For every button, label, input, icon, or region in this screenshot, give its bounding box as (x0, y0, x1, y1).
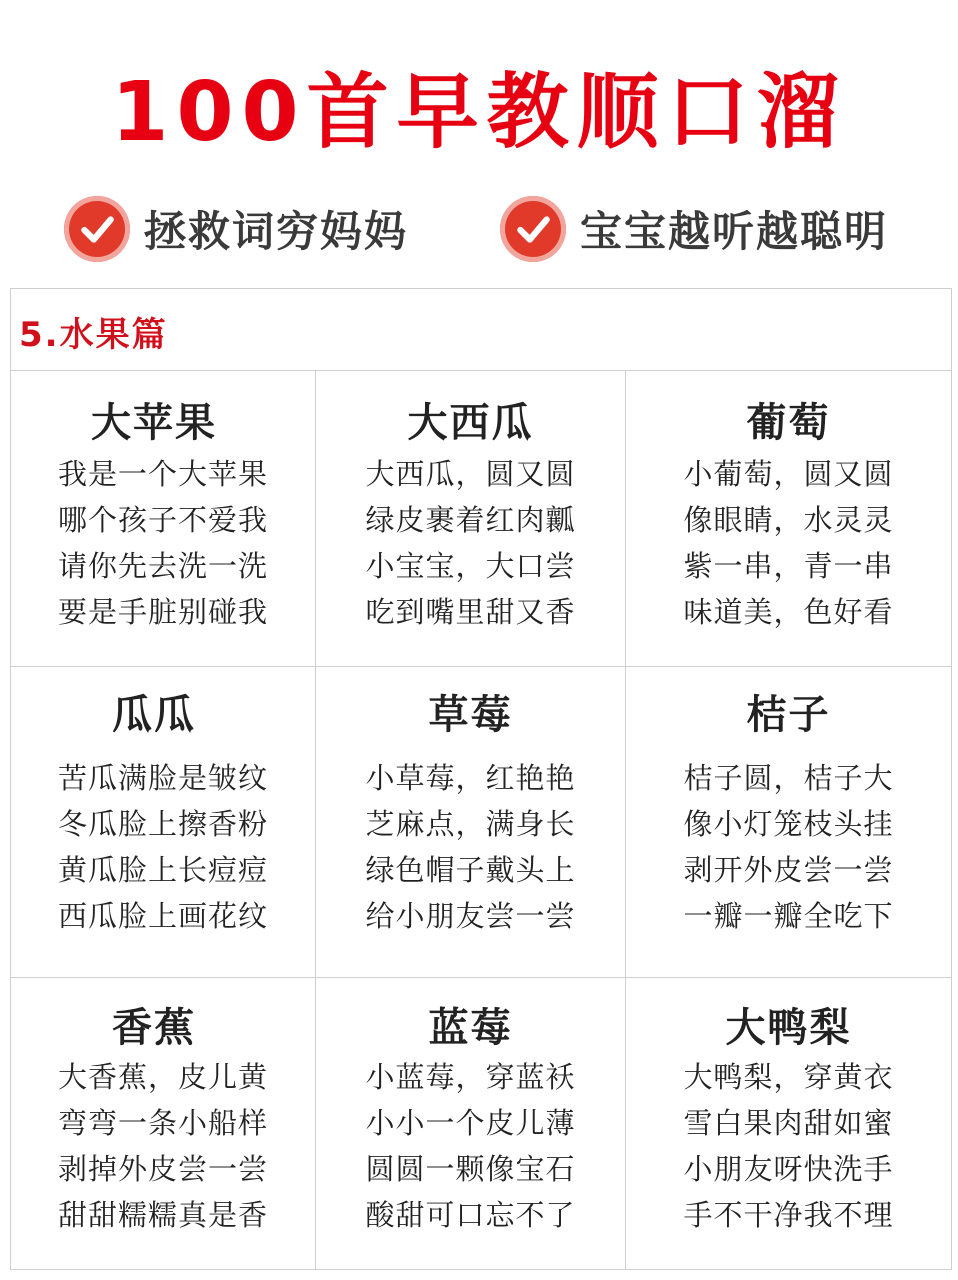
check-icon (64, 196, 130, 262)
poem-line: 小草莓，红艳艳 (365, 761, 576, 795)
badge-smarter-baby (500, 196, 888, 262)
poem-line: 酸甜可口忘不了 (365, 1198, 576, 1232)
poem-card (316, 371, 626, 667)
poem-title: 蓝莓 (428, 1005, 513, 1051)
poem-line: 哪个孩子不爱我 (57, 503, 268, 537)
poem-card (11, 667, 316, 978)
poem-lines (626, 451, 951, 635)
poem-card (626, 371, 951, 667)
poem-line: 大香蕉，皮儿黄 (57, 1060, 268, 1094)
poem-line: 请你先去洗一洗 (57, 549, 268, 583)
poem-lines (626, 755, 951, 939)
poem-line: 雪白果肉甜如蜜 (683, 1106, 894, 1140)
poem-line: 绿色帽子戴头上 (365, 853, 576, 887)
section-title: 5.水果篇 (19, 315, 168, 355)
poem-lines (316, 755, 625, 939)
poem-line: 手不干净我不理 (683, 1198, 894, 1232)
poem-card (316, 667, 626, 978)
poem-line: 大西瓜，圆又圆 (365, 457, 576, 491)
poem-line: 西瓜脸上画花纹 (57, 899, 268, 933)
poem-title: 香蕉 (112, 1005, 196, 1051)
poem-title: 瓜瓜 (112, 692, 196, 738)
poem-title: 桔子 (746, 692, 831, 738)
poem-lines (11, 451, 315, 635)
poem-line: 像小灯笼枝头挂 (683, 807, 894, 841)
poem-lines (316, 1054, 625, 1238)
poem-line: 甜甜糯糯真是香 (57, 1198, 268, 1232)
poem-line: 给小朋友尝一尝 (365, 899, 576, 933)
poem-lines (11, 1054, 315, 1238)
poem-line: 像眼睛，水灵灵 (683, 503, 894, 537)
poem-card (626, 978, 951, 1269)
poem-line: 桔子圆，桔子大 (683, 761, 894, 795)
poem-card (626, 667, 951, 978)
badge-text: 拯救词穷妈妈 (144, 207, 409, 256)
poem-grid (11, 371, 951, 1269)
poem-line: 味道美，色好看 (683, 595, 894, 629)
poem-line: 小朋友呀快洗手 (683, 1152, 894, 1186)
poem-line: 小葡萄，圆又圆 (683, 457, 894, 491)
poem-line: 紫一串，青一串 (683, 549, 894, 583)
poem-line: 小宝宝，大口尝 (365, 549, 576, 583)
poem-card (316, 978, 626, 1269)
poem-line: 一瓣一瓣全吃下 (683, 899, 894, 933)
poem-line: 我是一个大苹果 (57, 457, 268, 491)
poem-lines (11, 755, 315, 939)
poem-title: 大西瓜 (407, 400, 534, 446)
poem-lines (316, 451, 625, 635)
poem-line: 吃到嘴里甜又香 (365, 595, 576, 629)
poem-line: 黄瓜脸上长痘痘 (57, 853, 268, 887)
section-header (11, 289, 951, 371)
poem-line: 小蓝莓，穿蓝袄 (365, 1060, 576, 1094)
poem-line: 苦瓜满脸是皱纹 (57, 761, 268, 795)
poem-line: 剥开外皮尝一尝 (683, 853, 894, 887)
poem-line: 剥掉外皮尝一尝 (57, 1152, 268, 1186)
poem-title: 草莓 (428, 692, 513, 738)
poem-line: 大鸭梨，穿黄衣 (683, 1060, 894, 1094)
poem-title: 大苹果 (91, 400, 217, 446)
poem-title: 大鸭梨 (725, 1005, 852, 1051)
page-title: 100首早教顺口溜 (111, 65, 847, 160)
badge-rescue-moms (64, 196, 408, 262)
badge-text: 宝宝越听越聪明 (580, 207, 889, 256)
badge-row (0, 196, 958, 276)
poem-title: 葡萄 (746, 400, 831, 446)
poem-line: 小小一个皮儿薄 (365, 1106, 576, 1140)
check-icon (500, 196, 566, 262)
poem-card (11, 978, 316, 1269)
poem-lines (626, 1054, 951, 1238)
poem-panel (10, 288, 952, 1270)
poem-line: 要是手脏别碰我 (57, 595, 268, 629)
poem-line: 弯弯一条小船样 (57, 1106, 268, 1140)
poem-line: 绿皮裹着红肉瓤 (365, 503, 576, 537)
poem-line: 圆圆一颗像宝石 (365, 1152, 576, 1186)
poem-card (11, 371, 316, 667)
poem-line: 芝麻点，满身长 (365, 807, 576, 841)
poem-line: 冬瓜脸上擦香粉 (57, 807, 268, 841)
